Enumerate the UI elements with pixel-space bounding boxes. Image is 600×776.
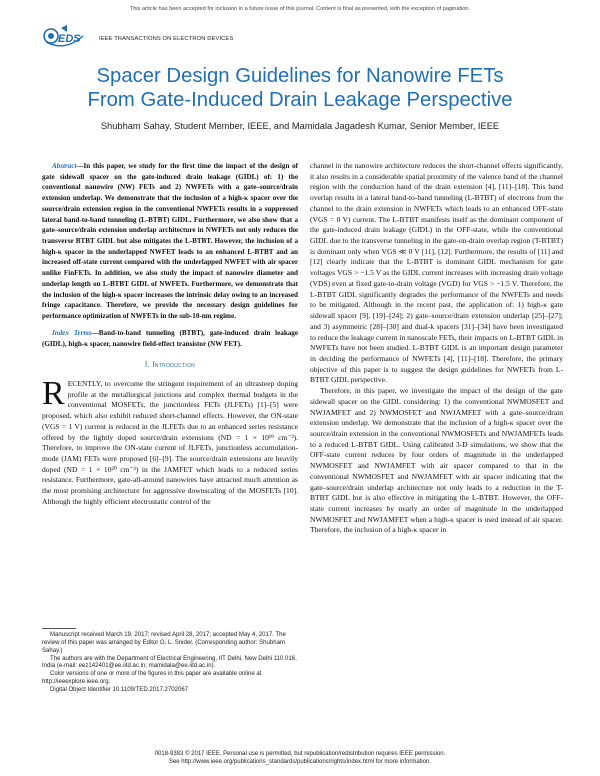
footnote-divider xyxy=(42,628,76,629)
title-line-2: From Gate-Induced Drain Leakage Perspective xyxy=(87,89,513,111)
footnote-color: Color versions of one or more of the figures in this paper are available online at http://ieeexplore.ieee.org. xyxy=(42,671,262,686)
copyright-line-2: See http://www.ieee.org/publications_standards/publications/rights/index.html for more information. xyxy=(168,759,432,766)
abstract xyxy=(42,161,298,322)
acceptance-notice: This article has been accepted for inclusion in a future issue of this journal. Content is final as presented, with the exception of pagination. xyxy=(129,6,471,12)
footnote-manuscript: Manuscript received March 19, 2017; revised April 28, 2017; accepted May 4, 2017. The review of this paper was arranged by Editor G. L. Snider. (Corresponding author: Shubham Sahay.) xyxy=(42,632,286,654)
right-paragraph-1: channel in the nanowire architecture reduces the short-channel effects significantly, it also results in a considerable spatial proximity of the valence band of the channel region with the conduction band of the drain extension [4], [11]–[18]. This band overlap results in a lateral band-to-band tunneling (L-BTBT) of electrons from the channel to the drain extension in NWFETs which leads to an enhanced OFF-state (VGS = 0 V) current. The L-BTBT manifests itself as the dominant component of the gate-induced drain leakage (GIDL) in the OFF-state, while the conventional GIDL due to the transverse tunneling in the gate-on-drain overlap region (T-BTBT) is dominant only when VGS ≪ 0 V [11], [12]. Furthermore, the results of [11] and [12] clearly indicate that the L-BTBT is dominant GIDL mechanism for gate voltages VGS > −1.5 V as the GIDL current increases with increasing drain voltage (VDS) even at fixed gate-to-drain voltage (VGD) for VGS > −1.5 V. Therefore, the L-BTBT GIDL significantly degrades the performance of the NWFETs and needs to be mitigated. Although in the recent past, the application of: 1) high-κ gate sidewall spacer [9], [19]–[24]; 2) gate–source/drain extension underlap [25]–[27]; and 3) asymmetric [28]–[30] and dual-k spacers [31]–[34] have been investigated to reduce the leakage current in nanoscale FETs, their impacts on L-BTBT GIDL in NWFETs have not been studied. L-BTBT GIDL is an important design parameter in deciding the performance of NWFETs [4], [11]–[18]. Therefore, the primary objective of this paper is to suggest the design guidelines for NWFETs from L-BTBT GIDL perspective. xyxy=(310,161,563,385)
drop-cap: R xyxy=(42,374,65,412)
index-terms-text: —Band-to-band tunneling (BTBT), gate-induced drain leakage (GIDL), high-κ spacer, nanowire field-effect transistor (NW FET). xyxy=(42,328,299,348)
index-terms-label: Index Terms xyxy=(52,328,92,337)
abstract-label: Abstract xyxy=(52,162,77,170)
right-paragraph-2: Therefore, in this paper, we investigate the impact of the design of the gate sidewall spacer on the GIDL considering: 1) the conventional NWMOSFET and NWJAMFET and 2) NWMOSFET and NWJAMFET with a gate–source/drain extension underlap. We demonstrate that the inclusion of a high-κ spacer over the source/drain extension in the conventional NWMOSFETs and NWJAMFETs leads to a reduced L-BTBT GIDL. Using calibrated 3-D simulations, we show that the OFF-state current reduces by four orders of magnitude in the underlapped NWMOSFET and NWJAMFET with air spacer compared to that in the conventional NWMOSFET and NWJAMFET with air spacer indicating that the gate–source/drain underlap architecture not only leads to a reduction in the T-BTBT GIDL but is also effective in mitigating the L-BTBT. However, the OFF-state current increases by nearly an order of magnitude in the underlapped NWMOSFET and NWJAMFET when a high-κ spacer is used instead of air spacer. Therefore, the inclusion of a high-κ spacer in xyxy=(310,386,563,535)
left-column xyxy=(42,161,298,508)
section-heading: I. Introduction xyxy=(144,360,196,370)
intro-paragraph-text: ECENTLY, to overcome the stringent requirement of an ultrasteep doping profile at the metallurgical junctions and complex thermal budgets in the conventional MOSFETs, the junctionless FETs (JLFETs) [1]–[5] were proposed, which also exhibit reduced short-channel effects. However, the ON-state (VGS = 1 V) current is reduced in the JLFETs due to an enhanced series resistance offered by the lightly doped source/drain extensions (ND = 1 × 10¹⁹ cm⁻³). Therefore, to improve the ON-state current of JLFETs, junctionless accumulation-mode (JAM) FETs were proposed [6]–[9]. The source/drain extensions are heavily doped (ND = 1 × 10²⁰ cm⁻³) in the JAMFET which leads to a reduced series resistance. Furthermore, gate-all-around nanowires have attracted much attention as the most promising architecture for aggressive downscaling of the MOSFETs [10]. Although the highly efficient electrostatic control of the xyxy=(42,378,298,506)
index-terms xyxy=(42,328,298,349)
footnote-doi: Digital Object Identifier 10.1109/TED.2017.2702067 xyxy=(50,686,189,693)
journal-name: IEEE TRANSACTIONS ON ELECTRON DEVICES xyxy=(99,36,234,42)
right-column xyxy=(310,161,563,536)
abstract-text: —In this paper, we study for the first time the impact of the design of gate sidewall spacer on the gate-induced drain leakage (GIDL) of: 1) the conventional nanowire (NW) FETs and 2) NWFETs with a gate–source/drain extension underlap. We demonstrate that the inclusion of a high-κ spacer over the source/drain extension region in the conventional NWFETs results in a suppressed lateral band-to-band tunneling (L-BTBT) GIDL. Furthermore, we also show that a gate–source/drain extension underlap architecture in NWFETs not only reduces the transverse BTBT GIDL but also mitigates the L-BTBT. However, the inclusion of a high-κ spacer in the underlapped NWFET leads to an enhanced L-BTBT and an increased off-state current compared with the underlapped NWFET with air spacer unlike FinFETs. In addition, we also study the impact of nanowire diameter and underlap length on L-BTBT GIDL of NWFETs. Furthermore, we demonstrate that the inclusion of the high-κ spacer increases the intrinsic delay owing to an increased fringe capacitance. Therefore, we provide the necessary design guidelines for performance optimization of NWFETs in the sub-10-nm regime. xyxy=(42,162,298,321)
intro-paragraph xyxy=(42,374,298,508)
footnote xyxy=(42,632,298,695)
svg-text:EDS: EDS xyxy=(58,33,81,45)
copyright xyxy=(0,750,600,766)
ieee-eds-logo-icon xyxy=(43,22,87,50)
author-line: Shubham Sahay, Student Member, IEEE, and Mamidala Jagadesh Kumar, Senior Member, IEEE xyxy=(100,121,500,131)
paper-title xyxy=(0,64,600,112)
title-line-1: Spacer Design Guidelines for Nanowire FETs xyxy=(96,65,504,87)
copyright-line-1: 0018-9383 © 2017 IEEE. Personal use is permitted, but republication/redistribution requires IEEE permission. xyxy=(154,751,446,757)
footnote-affiliation: The authors are with the Department of Electrical Engineering, IIT Delhi, New Delhi 110 016, India (e-mail: eez142401@ee.iitd.ac.in; mamidala@ee.iitd.ac.in). xyxy=(42,655,297,670)
